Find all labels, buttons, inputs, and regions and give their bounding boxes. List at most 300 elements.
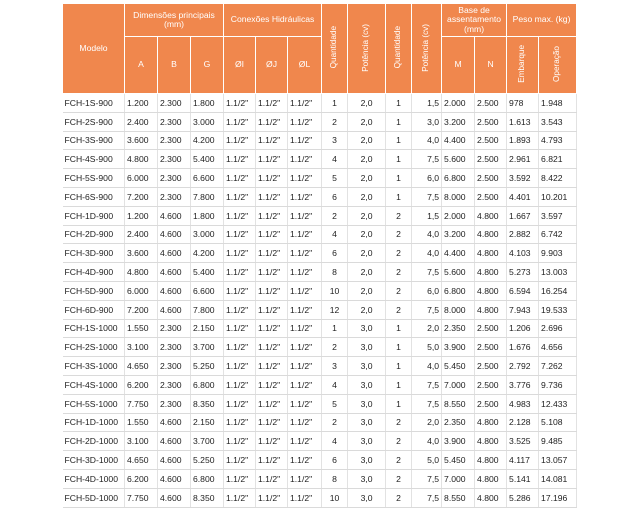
table-cell: 1.1/2" xyxy=(224,94,256,113)
table-cell: 4.600 xyxy=(158,263,191,282)
table-row xyxy=(63,413,577,432)
table-cell: 1.550 xyxy=(125,413,158,432)
table-cell: 7.750 xyxy=(125,488,158,507)
table-cell: 4.600 xyxy=(158,281,191,300)
table-cell: 6 xyxy=(322,451,348,470)
table-cell: 4.793 xyxy=(539,131,577,150)
table-cell: 8.000 xyxy=(442,187,475,206)
table-cell: 4.800 xyxy=(475,432,507,451)
table-cell: 1.1/2" xyxy=(256,451,288,470)
table-cell: 12 xyxy=(322,300,348,319)
table-cell: 2,0 xyxy=(348,281,386,300)
table-cell: 1.948 xyxy=(539,94,577,113)
table-cell: 2 xyxy=(386,300,412,319)
table-cell: 2 xyxy=(386,263,412,282)
table-cell: 7,5 xyxy=(412,150,442,169)
table-cell: 1.1/2" xyxy=(288,451,322,470)
table-cell: 4.103 xyxy=(507,244,539,263)
table-cell: 7,5 xyxy=(412,375,442,394)
table-cell: 8.550 xyxy=(442,394,475,413)
table-cell: 2.300 xyxy=(158,187,191,206)
table-cell: 1.1/2" xyxy=(256,94,288,113)
table-cell: 1.1/2" xyxy=(256,244,288,263)
table-cell: 2 xyxy=(386,469,412,488)
table-cell: 4.800 xyxy=(475,244,507,263)
table-cell: 6.800 xyxy=(191,469,224,488)
table-cell: 2.300 xyxy=(158,112,191,131)
table-cell: 1 xyxy=(386,169,412,188)
table-cell: 8.000 xyxy=(442,300,475,319)
table-cell: 3,0 xyxy=(412,112,442,131)
table-cell: 2 xyxy=(386,432,412,451)
table-row xyxy=(63,169,577,188)
table-cell: 1.1/2" xyxy=(256,263,288,282)
table-cell: 3,0 xyxy=(348,488,386,507)
table-cell: 1 xyxy=(322,319,348,338)
table-cell: 6.000 xyxy=(125,281,158,300)
header-conn-i: ØI xyxy=(224,37,256,94)
specs-table-body xyxy=(63,94,577,508)
table-cell: 2.300 xyxy=(158,169,191,188)
table-cell: 2.350 xyxy=(442,319,475,338)
table-cell: 4.600 xyxy=(158,206,191,225)
header-dim-b: B xyxy=(158,37,191,94)
table-cell: 2.500 xyxy=(475,319,507,338)
table-cell: 1.1/2" xyxy=(256,375,288,394)
table-cell: 3,0 xyxy=(348,338,386,357)
table-cell: 2,0 xyxy=(348,94,386,113)
table-cell: 5.450 xyxy=(442,451,475,470)
table-cell: 1.1/2" xyxy=(288,225,322,244)
table-cell: 4.200 xyxy=(191,244,224,263)
table-cell: 2.128 xyxy=(507,413,539,432)
table-cell: 1.800 xyxy=(191,206,224,225)
table-cell: 7.200 xyxy=(125,300,158,319)
table-cell: 1,5 xyxy=(412,94,442,113)
table-cell: 2.150 xyxy=(191,319,224,338)
table-cell: 1.1/2" xyxy=(256,281,288,300)
table-cell: 2 xyxy=(322,206,348,225)
table-cell: 14.081 xyxy=(539,469,577,488)
table-cell: 4.800 xyxy=(475,300,507,319)
table-cell: 7.750 xyxy=(125,394,158,413)
table-cell: 4,0 xyxy=(412,432,442,451)
table-cell: 1.1/2" xyxy=(288,131,322,150)
table-cell: 2.500 xyxy=(475,187,507,206)
table-cell: 2 xyxy=(386,413,412,432)
table-cell: 2.150 xyxy=(191,413,224,432)
table-cell: 1.1/2" xyxy=(256,112,288,131)
table-cell: 4.800 xyxy=(475,281,507,300)
table-cell: 17.196 xyxy=(539,488,577,507)
model-cell: FCH-4D-1000 xyxy=(63,469,125,488)
table-cell: 3.000 xyxy=(191,112,224,131)
table-cell: 5.250 xyxy=(191,451,224,470)
table-cell: 1.1/2" xyxy=(224,432,256,451)
table-cell: 4.400 xyxy=(442,131,475,150)
table-cell: 2.500 xyxy=(475,112,507,131)
table-cell: 1.1/2" xyxy=(224,394,256,413)
model-cell: FCH-4S-900 xyxy=(63,150,125,169)
table-cell: 5.108 xyxy=(539,413,577,432)
table-cell: 4.800 xyxy=(475,413,507,432)
table-cell: 4.800 xyxy=(125,150,158,169)
model-cell: FCH-4D-900 xyxy=(63,263,125,282)
header-conn-l: ØL xyxy=(288,37,322,94)
table-row xyxy=(63,281,577,300)
table-cell: 6.600 xyxy=(191,169,224,188)
model-cell: FCH-6D-900 xyxy=(63,300,125,319)
table-cell: 4.983 xyxy=(507,394,539,413)
model-cell: FCH-5D-1000 xyxy=(63,488,125,507)
specs-table xyxy=(62,3,577,508)
table-cell: 2,0 xyxy=(348,244,386,263)
table-cell: 6.800 xyxy=(442,281,475,300)
table-cell: 978 xyxy=(507,94,539,113)
table-cell: 3.100 xyxy=(125,338,158,357)
model-cell: FCH-3D-1000 xyxy=(63,451,125,470)
table-cell: 3.525 xyxy=(507,432,539,451)
table-cell: 5,0 xyxy=(412,338,442,357)
table-cell: 6,0 xyxy=(412,169,442,188)
table-cell: 2.400 xyxy=(125,225,158,244)
table-cell: 7.000 xyxy=(442,375,475,394)
table-cell: 1.1/2" xyxy=(288,281,322,300)
table-cell: 2.792 xyxy=(507,357,539,376)
table-cell: 4,0 xyxy=(412,244,442,263)
table-cell: 2,0 xyxy=(348,300,386,319)
table-cell: 6.200 xyxy=(125,469,158,488)
table-cell: 1 xyxy=(386,112,412,131)
table-cell: 4.800 xyxy=(475,206,507,225)
table-cell: 3.900 xyxy=(442,338,475,357)
table-cell: 1.1/2" xyxy=(288,469,322,488)
table-row xyxy=(63,225,577,244)
table-row xyxy=(63,206,577,225)
model-cell: FCH-5S-900 xyxy=(63,169,125,188)
table-cell: 2.500 xyxy=(475,169,507,188)
table-cell: 1 xyxy=(386,357,412,376)
table-cell: 3.900 xyxy=(442,432,475,451)
table-cell: 6.594 xyxy=(507,281,539,300)
header-dim-a: A xyxy=(125,37,158,94)
table-cell: 1.1/2" xyxy=(224,187,256,206)
table-cell: 1.1/2" xyxy=(288,357,322,376)
table-row xyxy=(63,244,577,263)
model-cell: FCH-3D-900 xyxy=(63,244,125,263)
table-cell: 1.206 xyxy=(507,319,539,338)
table-cell: 13.003 xyxy=(539,263,577,282)
table-cell: 3,0 xyxy=(348,451,386,470)
table-row xyxy=(63,451,577,470)
table-cell: 1 xyxy=(386,394,412,413)
table-cell: 1.1/2" xyxy=(288,413,322,432)
model-cell: FCH-2D-1000 xyxy=(63,432,125,451)
table-row xyxy=(63,263,577,282)
table-cell: 2.300 xyxy=(158,357,191,376)
table-cell: 7,5 xyxy=(412,187,442,206)
table-cell: 2.000 xyxy=(442,206,475,225)
table-cell: 2.500 xyxy=(475,150,507,169)
table-cell: 3.776 xyxy=(507,375,539,394)
table-cell: 1.1/2" xyxy=(256,357,288,376)
table-cell: 1.1/2" xyxy=(224,150,256,169)
table-cell: 1.1/2" xyxy=(224,300,256,319)
table-cell: 1.1/2" xyxy=(288,187,322,206)
table-cell: 1.1/2" xyxy=(256,131,288,150)
table-cell: 3,0 xyxy=(348,319,386,338)
table-cell: 1.1/2" xyxy=(224,263,256,282)
table-cell: 10.201 xyxy=(539,187,577,206)
table-cell: 1 xyxy=(386,375,412,394)
model-cell: FCH-2S-1000 xyxy=(63,338,125,357)
table-cell: 9.903 xyxy=(539,244,577,263)
header-fan-quantity: Quantidade xyxy=(322,4,348,94)
table-row xyxy=(63,112,577,131)
table-cell: 1.1/2" xyxy=(224,225,256,244)
table-cell: 4.650 xyxy=(125,451,158,470)
table-cell: 5.600 xyxy=(442,263,475,282)
table-cell: 2,0 xyxy=(412,319,442,338)
table-cell: 5.286 xyxy=(507,488,539,507)
table-cell: 1.1/2" xyxy=(256,150,288,169)
table-cell: 2.696 xyxy=(539,319,577,338)
table-cell: 3,0 xyxy=(348,413,386,432)
header-model: Modelo xyxy=(63,4,125,94)
table-cell: 3.543 xyxy=(539,112,577,131)
table-cell: 2.300 xyxy=(158,394,191,413)
table-row xyxy=(63,488,577,507)
table-cell: 2.500 xyxy=(475,357,507,376)
table-cell: 1.1/2" xyxy=(256,319,288,338)
model-cell: FCH-2S-900 xyxy=(63,112,125,131)
table-row xyxy=(63,131,577,150)
header-fan-power: Potência (cv) xyxy=(348,4,386,94)
table-cell: 2.300 xyxy=(158,131,191,150)
table-cell: 6.800 xyxy=(191,375,224,394)
header-base: Base de assentamento (mm) xyxy=(442,4,507,37)
table-cell: 8 xyxy=(322,263,348,282)
table-cell: 2.961 xyxy=(507,150,539,169)
table-cell: 8.550 xyxy=(442,488,475,507)
table-cell: 1 xyxy=(386,131,412,150)
table-cell: 4.200 xyxy=(191,131,224,150)
table-cell: 4.800 xyxy=(475,469,507,488)
table-cell: 7.000 xyxy=(442,469,475,488)
table-cell: 7.800 xyxy=(191,300,224,319)
table-cell: 6.200 xyxy=(125,375,158,394)
table-cell: 5.250 xyxy=(191,357,224,376)
table-cell: 2.300 xyxy=(158,319,191,338)
table-cell: 19.533 xyxy=(539,300,577,319)
table-cell: 7,5 xyxy=(412,488,442,507)
table-cell: 6.600 xyxy=(191,281,224,300)
table-cell: 8.422 xyxy=(539,169,577,188)
table-row xyxy=(63,375,577,394)
model-cell: FCH-2D-900 xyxy=(63,225,125,244)
table-cell: 5.450 xyxy=(442,357,475,376)
table-cell: 2,0 xyxy=(348,169,386,188)
table-cell: 2,0 xyxy=(348,187,386,206)
model-cell: FCH-1S-1000 xyxy=(63,319,125,338)
model-cell: FCH-1D-900 xyxy=(63,206,125,225)
table-row xyxy=(63,394,577,413)
table-cell: 5.400 xyxy=(191,150,224,169)
table-cell: 4 xyxy=(322,225,348,244)
table-cell: 3 xyxy=(322,357,348,376)
table-cell: 2.500 xyxy=(475,338,507,357)
table-cell: 4.800 xyxy=(475,488,507,507)
header-dim-g: G xyxy=(191,37,224,94)
table-cell: 2,0 xyxy=(348,150,386,169)
table-cell: 4,0 xyxy=(412,131,442,150)
table-cell: 3.600 xyxy=(125,244,158,263)
table-cell: 6.742 xyxy=(539,225,577,244)
table-cell: 1.676 xyxy=(507,338,539,357)
table-cell: 4.600 xyxy=(158,413,191,432)
table-cell: 7.800 xyxy=(191,187,224,206)
table-cell: 2,0 xyxy=(348,112,386,131)
table-cell: 8.350 xyxy=(191,488,224,507)
table-row xyxy=(63,319,577,338)
table-cell: 2.350 xyxy=(442,413,475,432)
table-cell: 7.262 xyxy=(539,357,577,376)
table-cell: 3.200 xyxy=(442,225,475,244)
table-cell: 6.800 xyxy=(442,169,475,188)
header-connections: Conexões Hidráulicas xyxy=(224,4,322,37)
table-row xyxy=(63,357,577,376)
table-cell: 1.1/2" xyxy=(288,375,322,394)
table-cell: 1.1/2" xyxy=(288,150,322,169)
table-cell: 4.650 xyxy=(125,357,158,376)
table-cell: 6.821 xyxy=(539,150,577,169)
table-cell: 1.1/2" xyxy=(256,300,288,319)
header-base-m: M xyxy=(442,37,475,94)
header-weight: Peso max. (kg) xyxy=(507,4,577,37)
table-cell: 1.1/2" xyxy=(288,244,322,263)
table-cell: 1.1/2" xyxy=(288,112,322,131)
table-cell: 1.1/2" xyxy=(288,206,322,225)
table-row xyxy=(63,94,577,113)
table-cell: 7,5 xyxy=(412,263,442,282)
table-cell: 1 xyxy=(386,187,412,206)
table-cell: 2,0 xyxy=(348,225,386,244)
table-cell: 1.1/2" xyxy=(256,206,288,225)
table-cell: 1.1/2" xyxy=(224,357,256,376)
table-cell: 3 xyxy=(322,131,348,150)
table-cell: 3.200 xyxy=(442,112,475,131)
table-cell: 7,5 xyxy=(412,469,442,488)
table-cell: 1.1/2" xyxy=(224,244,256,263)
table-cell: 1.1/2" xyxy=(288,319,322,338)
table-cell: 4.600 xyxy=(158,469,191,488)
table-cell: 2 xyxy=(386,281,412,300)
table-cell: 1.1/2" xyxy=(224,451,256,470)
table-row xyxy=(63,300,577,319)
table-cell: 9.736 xyxy=(539,375,577,394)
table-cell: 1.1/2" xyxy=(288,94,322,113)
table-cell: 1.1/2" xyxy=(288,338,322,357)
table-cell: 7.200 xyxy=(125,187,158,206)
table-cell: 1 xyxy=(322,94,348,113)
table-cell: 1 xyxy=(386,94,412,113)
table-cell: 1.1/2" xyxy=(288,488,322,507)
table-cell: 5.141 xyxy=(507,469,539,488)
table-cell: 2.300 xyxy=(158,375,191,394)
table-cell: 10 xyxy=(322,488,348,507)
header-pump-power: Potência (cv) xyxy=(412,4,442,94)
table-cell: 2,0 xyxy=(348,131,386,150)
table-cell: 1.1/2" xyxy=(224,131,256,150)
table-cell: 1.1/2" xyxy=(256,432,288,451)
table-cell: 3,0 xyxy=(348,357,386,376)
table-cell: 4.800 xyxy=(475,451,507,470)
table-cell: 3.000 xyxy=(191,225,224,244)
header-conn-j: ØJ xyxy=(256,37,288,94)
table-row xyxy=(63,469,577,488)
table-cell: 1.1/2" xyxy=(256,169,288,188)
table-cell: 4 xyxy=(322,150,348,169)
table-cell: 1.613 xyxy=(507,112,539,131)
table-cell: 1.1/2" xyxy=(224,281,256,300)
table-cell: 1.1/2" xyxy=(288,169,322,188)
table-cell: 2.500 xyxy=(475,375,507,394)
table-cell: 1.1/2" xyxy=(256,225,288,244)
table-cell: 4.600 xyxy=(158,244,191,263)
table-cell: 3.700 xyxy=(191,432,224,451)
header-pump-quantity: Quantidade xyxy=(386,4,412,94)
model-cell: FCH-5S-1000 xyxy=(63,394,125,413)
table-cell: 2 xyxy=(386,244,412,263)
table-cell: 7,5 xyxy=(412,300,442,319)
table-cell: 6 xyxy=(322,187,348,206)
table-cell: 1.667 xyxy=(507,206,539,225)
table-cell: 6 xyxy=(322,244,348,263)
table-cell: 4.600 xyxy=(158,225,191,244)
table-cell: 16.254 xyxy=(539,281,577,300)
table-cell: 10 xyxy=(322,281,348,300)
table-cell: 1.1/2" xyxy=(224,488,256,507)
table-cell: 9.485 xyxy=(539,432,577,451)
table-cell: 2,0 xyxy=(348,263,386,282)
table-cell: 4.800 xyxy=(125,263,158,282)
table-cell: 1.1/2" xyxy=(256,469,288,488)
table-cell: 1.1/2" xyxy=(256,413,288,432)
table-cell: 1.200 xyxy=(125,94,158,113)
table-cell: 7.943 xyxy=(507,300,539,319)
table-cell: 1.1/2" xyxy=(224,206,256,225)
table-cell: 7,5 xyxy=(412,394,442,413)
table-cell: 1 xyxy=(386,338,412,357)
table-cell: 2,0 xyxy=(348,206,386,225)
table-cell: 2,0 xyxy=(412,413,442,432)
table-cell: 4,0 xyxy=(412,225,442,244)
table-cell: 12.433 xyxy=(539,394,577,413)
table-cell: 5.400 xyxy=(191,263,224,282)
table-cell: 1.1/2" xyxy=(224,319,256,338)
table-cell: 1.1/2" xyxy=(224,469,256,488)
table-cell: 2.882 xyxy=(507,225,539,244)
header-base-n: N xyxy=(475,37,507,94)
table-cell: 4.600 xyxy=(158,451,191,470)
table-cell: 4.600 xyxy=(158,488,191,507)
model-cell: FCH-3S-1000 xyxy=(63,357,125,376)
header-weight-operation: Operação xyxy=(539,37,577,94)
model-cell: FCH-4S-1000 xyxy=(63,375,125,394)
table-cell: 3.700 xyxy=(191,338,224,357)
table-cell: 1.1/2" xyxy=(224,338,256,357)
table-cell: 5.273 xyxy=(507,263,539,282)
